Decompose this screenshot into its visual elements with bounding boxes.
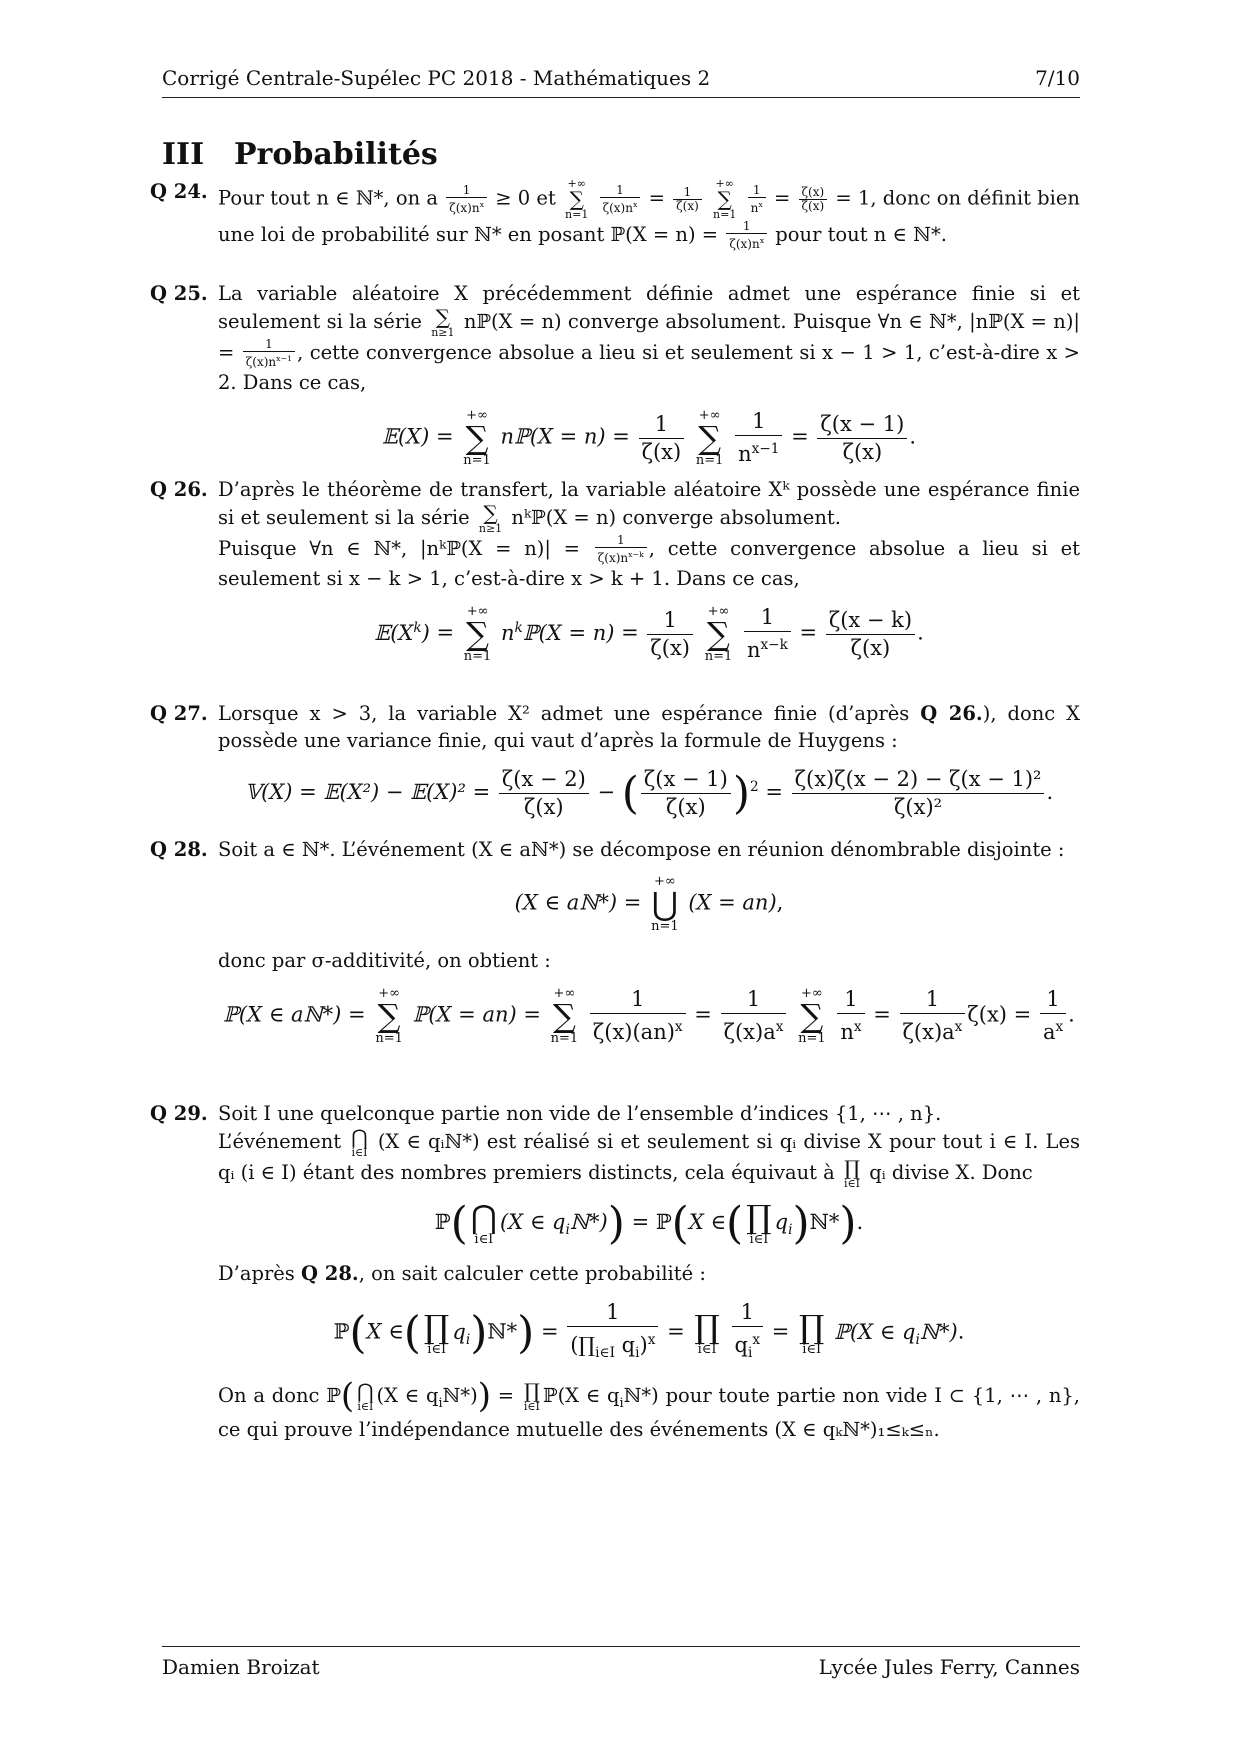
q29-text-2: L’événement <box>218 1130 342 1153</box>
product-symbol: ∏ i∈I <box>423 1307 450 1357</box>
fraction: $\frac{\zeta(x - 1)}{\zeta(x)}$ <box>641 766 731 821</box>
page-footer <box>162 1646 1080 1679</box>
question-label: Q 27. <box>150 702 208 725</box>
fraction: $\frac{1}{\zeta(x)}$ <box>639 411 685 466</box>
question-label: Q 26. <box>150 478 208 501</box>
footer-author: Damien Broizat <box>162 1655 320 1679</box>
fraction: $\frac{1}{a^x}$ <box>1040 986 1066 1046</box>
fraction: $\frac{1}{n^x}$ <box>748 184 766 215</box>
equation-product: ℙ(X ∈( ∏ i∈I $q_i)ℕ*$) = $\frac{1}{(\prod_{i\in I} q_i)^x}$ = ∏ i∈I $\frac{1}{q_i^x}$ = ∏ i∈I ℙ(X ∈ $q_iℕ*$). <box>218 1299 1080 1367</box>
q29-text-3: (X ∈ qᵢℕ*) est réalisé si et seulement si qᵢ divise X pour tout i ∈ I. Les qᵢ (i ∈ I) étant des nombres premiers distincts, cela équivaut à <box>218 1130 1080 1184</box>
product-symbol: ∏ i∈I <box>694 1307 720 1357</box>
sum-symbol: +∞ ∑ n=1 <box>798 986 826 1046</box>
q29-text-5: D’après <box>218 1262 295 1285</box>
sum-symbol: +∞ ∑ n=1 <box>463 604 492 664</box>
fraction: $\frac{\zeta(x - 1)}{\zeta(x)}$ <box>817 411 907 466</box>
sum-symbol: +∞ ∑ n=1 <box>375 986 403 1046</box>
question-label: Q 29. <box>150 1102 208 1125</box>
question-label: Q 25. <box>150 282 208 305</box>
intersection-symbol: ⋂ i∈I <box>470 1198 497 1247</box>
q25-text-4: convergence absolue a lieu si et seulement si x − 1 > 1, c’est-à-dire x > 2. Dans ce cas, <box>218 341 1080 394</box>
question-label: Q 28. <box>150 838 208 861</box>
question-27 <box>150 700 1080 835</box>
q26-text-3: Puisque ∀n ∈ ℕ*, |nᵏℙ(X = n)| = <box>218 537 581 560</box>
sum-symbol: +∞ ∑ n=1 <box>713 177 737 221</box>
sum-symbol: +∞ ∑ n=1 <box>704 604 733 664</box>
q28-text-2: donc par σ-additivité, on obtient : <box>218 949 551 972</box>
q26-text-1: D’après le théorème de transfert, la variable aléatoire Xᵏ possède une espérance finie si et seulement si la série <box>218 478 1080 529</box>
fraction: $\frac{\zeta(x - 2)}{\zeta(x)}$ <box>499 766 589 821</box>
q25-text-2: nℙ(X = n) converge absolument. Puisque ∀n ∈ ℕ*, |nℙ(X = n)| = <box>218 310 1080 364</box>
q29-text-4: qᵢ divise X. Donc <box>869 1161 1033 1184</box>
question-29: Q 29. Soit I une quelconque partie non vide de l’ensemble d’indices {1, ⋯ , n}. L’événement ⋂ i∈I (X ∈ qᵢℕ*) est réalisé si et seulement si qᵢ divise X pour tout i ∈ I. Les qᵢ (i ∈ I) étant des nombres premiers distincts, cela équivaut à ∏ i∈I qᵢ divise X. Donc ℙ( ⋂ i∈I (X ∈ $q_iℕ*$)) = ℙ(X ∈( ∏ i∈I $q_i)ℕ*$). D’après Q 28., on sait calculer cette probabilité : ℙ(X ∈( ∏ i∈I $q_i)ℕ*$) = $\frac{1}{(\prod_{i\in I} q_i)^x}$ = ∏ i∈I $\frac{1}{q_i^x}$ = ∏ i∈I ℙ(X ∈ $q_iℕ*$). On a donc ℙ( ⋂ i∈I (X ∈ $q_iℕ*$)) = ∏ i∈I ℙ(X ∈ $q_iℕ*$) pour toute partie non vide I ⊂ {1, ⋯ , n}, ce qui prouve l’indépendance mutuelle des événements (X ∈ qₖℕ*)₁≤ₖ≤ₙ. <box>150 1102 1080 1442</box>
q24-text-5: pour tout n ∈ ℕ*. <box>775 223 947 246</box>
fraction: $\frac{\zeta(x - k)}{\zeta(x)}$ <box>826 607 915 662</box>
intersection-symbol: ⋂ i∈I <box>351 1125 368 1159</box>
equation-expectation: 𝔼(X) = +∞ ∑ n=1 nℙ(X = n) = $\frac{1}{\zeta(x)}$ +∞ ∑ n=1 $\frac{1}{n^{x-1}}$ = $\frac{\zeta(x - 1)}{\zeta(x)}$ . <box>381 408 917 468</box>
q29-text-7: On a donc ℙ <box>218 1384 341 1408</box>
question-label: Q 24. <box>150 180 208 203</box>
section-name: Probabilités <box>234 137 438 172</box>
question-24: Q 24. Pour tout n ∈ ℕ*, on a $\frac{1}{\zeta(x)n^x}$ ≥ 0 et +∞ ∑ n=1 $\frac{1}{\zeta(x)n^x}$ = $\frac{1}{\zeta(x)}$ +∞ ∑ n=1 $\frac{1}{n^x}$ = $\frac{\zeta(x)}{\zeta(x)}$ = 1, donc on définit bien une loi de probabilité sur ℕ* en posant ℙ(X = n) = $\frac{1}{\zeta(x)n^x}$ pour tout n ∈ ℕ*. <box>150 177 1080 251</box>
q29-ref: Q 28. <box>301 1262 359 1285</box>
fraction: $\frac{1}{\zeta(x)n^{x-k}}$ <box>595 534 647 565</box>
q25-text-3: , cette <box>297 341 360 364</box>
footer-school: Lycée Jules Ferry, Cannes <box>818 1655 1080 1679</box>
question-28 <box>150 836 1080 1060</box>
intersection-symbol: ⋂ i∈I <box>357 1379 374 1414</box>
q29-text-8: pour toute partie non vide I ⊂ {1, ⋯ , n}, ce qui prouve l’indépendance mutuelle des événements (X ∈ qₖℕ*)₁≤ₖ≤ₙ. <box>218 1384 1080 1442</box>
page-header <box>162 66 1080 98</box>
sum-symbol: ∑ n≥1 <box>478 501 503 535</box>
union-symbol: +∞ ⋃ n=1 <box>651 874 679 934</box>
header-title: Corrigé Centrale-Supélec PC 2018 - Mathématiques 2 <box>162 66 711 90</box>
q25-text-1: La variable aléatoire X précédemment définie admet une espérance finie si et seulement si la série <box>218 282 1080 333</box>
q26-text-4: , cette convergence absolue a lieu si et seulement si x − k > 1, c’est-à-dire x > k + 1. Dans ce cas, <box>218 537 1080 590</box>
section-number: III <box>162 137 205 172</box>
equation-variance: 𝕍(X) = 𝔼(X²) − 𝔼(X)² = $\frac{\zeta(x - 2)}{\zeta(x)}$ − ( $\frac{\zeta(x - 1)}{\zeta(x)}$ )$^2$ = $\frac{\text{ζ(x)ζ(x − 2) − ζ(x − 1)²}}{\text{ζ(x)²}}$ . <box>244 767 1054 819</box>
product-symbol: ∏ i∈I <box>799 1307 825 1357</box>
q27-ref: Q 26. <box>920 702 983 725</box>
page-number: 7/10 <box>1035 66 1080 90</box>
sum-symbol: +∞ ∑ n=1 <box>695 408 724 468</box>
fraction: $\frac{\zeta(x)}{\zeta(x)}$ <box>799 186 828 213</box>
product-symbol: ∏ i∈I <box>844 1156 861 1190</box>
equation-intersection: ℙ( ⋂ i∈I (X ∈ $q_iℕ*$)) = ℙ(X ∈( ∏ i∈I $q_i)ℕ*$). <box>434 1198 864 1249</box>
fraction: $\frac{1}{\zeta(x)n^{x-1}}$ <box>243 338 295 369</box>
equation-probability: ℙ(X ∈ aℕ*) = +∞ ∑ n=1 ℙ(X = an) = +∞ ∑ n=1 $\frac{1}{\zeta(x)(an)^x}$ = $\frac{1}{\zeta(x)a^x}$ +∞ ∑ n=1 $\frac{1}{n^x}$ = $\frac{1}{\zeta(x)a^x}$ ζ(x) = $\frac{1}{a^x}$ . <box>223 986 1075 1046</box>
fraction: $\frac{1}{\zeta(x)n^x}$ <box>600 184 641 215</box>
q29-text-1: Soit I une quelconque partie non vide de l’ensemble d’indices {1, ⋯ , n}. <box>218 1102 942 1125</box>
fraction: $\frac{1}{n^{x-k}}$ <box>744 604 791 664</box>
fraction: $\frac{\text{ζ(x)ζ(x − 2) − ζ(x − 1)²}}{\text{ζ(x)²}}$ <box>792 766 1045 821</box>
q27-text-2: ), donc X possède une variance finie, qui vaut d’après la formule de Huygens : <box>218 702 1081 752</box>
fraction: $\frac{1}{\zeta(x)n^x}$ <box>726 220 767 251</box>
section-title <box>162 137 438 172</box>
fraction: $\frac{1}{n^{x-1}}$ <box>735 408 782 468</box>
sum-symbol: +∞ ∑ n=1 <box>463 408 491 468</box>
fraction: $\frac{1}{q_i^x}$ <box>732 1299 764 1367</box>
fraction: $\frac{1}{\zeta(x)(an)^x}$ <box>590 986 686 1046</box>
sum-symbol: +∞ ∑ n=1 <box>565 177 589 221</box>
product-symbol: ∏ i∈I <box>523 1379 540 1414</box>
q29-text-6: , on sait calculer cette probabilité : <box>358 1262 706 1285</box>
q26-text-2: nᵏℙ(X = n) converge absolument. <box>511 506 841 529</box>
sum-symbol: ∑ n≥1 <box>431 305 455 339</box>
fraction: $\frac{1}{\zeta(x)a^x}$ <box>721 986 787 1046</box>
equation-union: (X ∈ aℕ*) = +∞ ⋃ n=1 (X = an), <box>514 874 784 934</box>
q27-text-1: Lorsque x > 3, la variable X² admet une espérance finie (d’après <box>218 702 910 725</box>
sum-symbol: +∞ ∑ n=1 <box>550 986 579 1046</box>
question-25 <box>150 280 1080 482</box>
product-symbol: ∏ i∈I <box>746 1198 772 1247</box>
fraction: $\frac{1}{\zeta(x)}$ <box>673 186 702 213</box>
fraction: $\frac{1}{\zeta(x)n^x}$ <box>446 184 487 215</box>
q28-text-1: Soit a ∈ ℕ*. L’événement (X ∈ aℕ*) se décompose en réunion dénombrable disjointe : <box>218 838 1065 861</box>
q24-text-2: ≥ 0 et <box>495 186 556 210</box>
fraction: $\frac{1}{\zeta(x)}$ <box>647 607 693 662</box>
q24-text-3: = 1, donc on définit bien <box>835 186 1080 210</box>
fraction: $\frac{1}{n^x}$ <box>837 986 864 1046</box>
question-26 <box>150 476 1080 678</box>
fraction: $\frac{1}{\zeta(x)a^x}$ <box>900 986 966 1046</box>
q24-text-1: Pour tout n ∈ ℕ*, on a <box>218 186 438 210</box>
q24-text-4: une loi de probabilité sur ℕ* en posant ℙ(X = n) = <box>218 223 719 246</box>
fraction: $\frac{1}{(\prod_{i\in I} q_i)^x}$ <box>567 1299 658 1367</box>
equation-moment: $𝔼(X^k)$ = +∞ ∑ n=1 $n^kℙ(X = n)$ = $\frac{1}{\zeta(x)}$ +∞ ∑ n=1 $\frac{1}{n^{x-k}}$ = $\frac{\zeta(x - k)}{\zeta(x)}$ . <box>374 604 924 664</box>
